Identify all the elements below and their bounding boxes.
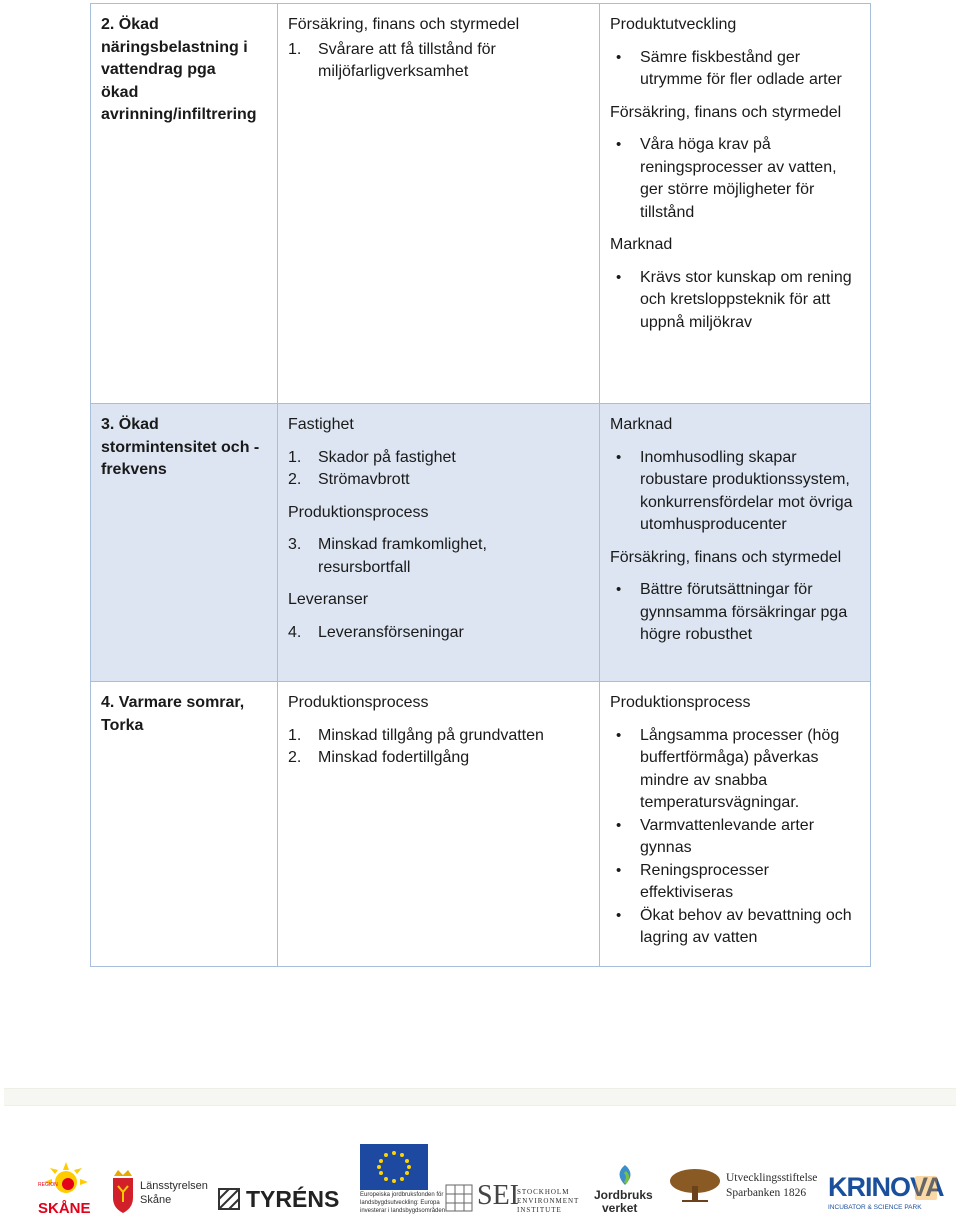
numbered-item bbox=[288, 622, 589, 645]
table-row bbox=[91, 4, 871, 404]
bullet-item bbox=[610, 815, 860, 860]
numbered-item bbox=[288, 534, 518, 579]
skane-sun-icon bbox=[38, 1162, 98, 1198]
partner-logos bbox=[0, 1140, 960, 1218]
leaf-drop-icon bbox=[610, 1164, 640, 1186]
sei-grid-icon bbox=[445, 1184, 473, 1212]
item-number: 3. bbox=[288, 536, 302, 553]
risk-table bbox=[90, 3, 871, 967]
krinova-text: KRINOVA bbox=[828, 1172, 944, 1202]
lansstyrelsen-name: Länsstyrelsen bbox=[140, 1180, 208, 1192]
row-title-cell bbox=[91, 682, 278, 967]
skane-small-text: REGION bbox=[38, 1182, 58, 1188]
item-number: 2. bbox=[288, 471, 302, 488]
item-text: Skador på fastighet bbox=[318, 448, 456, 466]
impact-cell bbox=[278, 4, 600, 404]
row-title-cell bbox=[91, 4, 278, 404]
bullet-text: Varmvattenlevande arter gynnas bbox=[640, 816, 815, 856]
bullet-glyph: • bbox=[616, 726, 622, 744]
section-heading: Fastighet bbox=[288, 416, 354, 433]
section-heading: Produktutveckling bbox=[610, 16, 737, 33]
bullet-glyph: • bbox=[616, 816, 622, 834]
numbered-item bbox=[288, 447, 589, 470]
bullet-item bbox=[610, 134, 860, 224]
numbered-item bbox=[288, 725, 589, 748]
row-title: 3. Ökad stormintensitet och -frekvens bbox=[101, 416, 260, 478]
row-title-cell bbox=[91, 404, 278, 682]
item-number: 1. bbox=[288, 40, 302, 58]
opportunity-cell bbox=[600, 682, 871, 967]
bullet-glyph: • bbox=[616, 48, 622, 66]
numbered-item bbox=[288, 469, 589, 492]
bullet-glyph: • bbox=[616, 861, 622, 879]
jordbruksverket-logo bbox=[594, 1164, 660, 1218]
item-number: 1. bbox=[288, 726, 302, 744]
bullet-glyph: • bbox=[616, 581, 622, 598]
row-title: 2. Ökad näringsbelastning i vattendrag pga ökad avrinning/infiltrering bbox=[101, 16, 257, 123]
table-row bbox=[91, 404, 871, 682]
section-heading: Försäkring, finans och styrmedel bbox=[288, 16, 520, 33]
numbered-item bbox=[288, 747, 589, 770]
krinova-logo bbox=[828, 1172, 958, 1212]
item-text: Minskad tillgång på grundvatten bbox=[318, 726, 544, 744]
krinova-subtitle: INCUBATOR & SCIENCE PARK bbox=[828, 1204, 922, 1211]
bullet-glyph: • bbox=[616, 906, 622, 924]
section-heading: Leveranser bbox=[288, 591, 369, 608]
item-number: 4. bbox=[288, 623, 302, 641]
bullet-item bbox=[610, 860, 860, 905]
sparbanken-line-2: Sparbanken 1826 bbox=[726, 1187, 807, 1199]
table-row bbox=[91, 682, 871, 967]
skane-text: SKÅNE bbox=[38, 1200, 91, 1217]
region-skane-logo bbox=[38, 1162, 98, 1218]
sei-logo bbox=[445, 1180, 585, 1218]
impact-cell bbox=[278, 682, 600, 967]
jordbruksverket-line-1: Jordbruks bbox=[594, 1188, 653, 1202]
section-heading: Produktionsprocess bbox=[288, 503, 429, 521]
section-heading: Marknad bbox=[610, 416, 673, 433]
bullet-text: Långsamma processer (hög buffertförmåga) påverkas mindre av snabba temperatursvägningar. bbox=[640, 726, 840, 811]
eu-caption-1: Europeiska jordbruksfonden för bbox=[360, 1192, 444, 1198]
eu-caption-3: investerar i landsbygdsområden bbox=[360, 1208, 446, 1214]
item-text: Leveransförseningar bbox=[318, 623, 464, 641]
bullet-glyph: • bbox=[616, 448, 622, 466]
bullet-text: Reningsprocesser effektiviseras bbox=[640, 861, 769, 901]
tyrens-mark-icon bbox=[218, 1188, 240, 1210]
bullet-item bbox=[610, 579, 860, 647]
sei-line-2: ENVIRONMENT bbox=[517, 1197, 580, 1205]
bullet-item bbox=[610, 905, 860, 950]
item-text: Svårare att få tillstånd för miljöfarligverksamhet bbox=[318, 40, 496, 80]
tyrens-logo bbox=[218, 1188, 348, 1218]
sparbanken-logo bbox=[668, 1168, 818, 1208]
footer-divider-strip bbox=[4, 1088, 956, 1106]
item-text: Minskad framkomlighet, resursbortfall bbox=[318, 536, 487, 576]
oak-tree-icon bbox=[668, 1168, 722, 1202]
bullet-text: Krävs stor kunskap om rening och kretsloppsteknik för att uppnå miljökrav bbox=[640, 268, 852, 331]
section-heading: Produktionsprocess bbox=[288, 694, 429, 711]
eu-logo bbox=[360, 1144, 446, 1218]
numbered-item bbox=[288, 39, 589, 84]
opportunity-cell bbox=[600, 4, 871, 404]
bullet-text: Bättre förutsättningar för gynnsamma försäkringar pga högre robusthet bbox=[640, 581, 848, 643]
item-number: 2. bbox=[288, 749, 302, 766]
bullet-item bbox=[610, 725, 860, 815]
section-heading: Försäkring, finans och styrmedel bbox=[610, 103, 842, 121]
bullet-text: Våra höga krav på reningsprocesser av vatten, ger större möjligheter för tillstånd bbox=[640, 136, 837, 221]
sei-line-1: STOCKHOLM bbox=[517, 1188, 570, 1196]
impact-cell bbox=[278, 404, 600, 682]
bullet-text: Inomhusodling skapar robustare produktionssystem, konkurrensfördelar mot övriga utomhusproducenter bbox=[640, 448, 853, 533]
bullet-text: Ökat behov av bevattning och lagring av vatten bbox=[640, 906, 852, 946]
lansstyrelsen-region: Skåne bbox=[140, 1194, 172, 1206]
eu-caption-2: landsbygdsutveckling: Europa bbox=[360, 1200, 440, 1206]
bullet-text: Sämre fiskbestånd ger utrymme för fler odlade arter bbox=[640, 48, 842, 88]
bullet-glyph: • bbox=[616, 268, 622, 286]
section-heading: Marknad bbox=[610, 236, 673, 253]
section-heading: Försäkring, finans och styrmedel bbox=[610, 548, 842, 566]
bullet-item bbox=[610, 47, 860, 92]
item-number: 1. bbox=[288, 448, 302, 466]
opportunity-cell bbox=[600, 404, 871, 682]
bullet-item bbox=[610, 267, 860, 335]
sei-line-3: INSTITUTE bbox=[517, 1206, 562, 1214]
tyrens-text: TYRÉNS bbox=[246, 1186, 340, 1212]
crown-shield-icon bbox=[110, 1168, 136, 1214]
lansstyrelsen-logo bbox=[110, 1168, 210, 1216]
section-heading: Produktionsprocess bbox=[610, 694, 751, 711]
bullet-glyph: • bbox=[616, 136, 622, 153]
eu-flag-icon bbox=[360, 1144, 428, 1190]
sei-text: SEI bbox=[477, 1180, 519, 1211]
row-title: 4. Varmare somrar, Torka bbox=[101, 694, 245, 734]
krinova-accent bbox=[915, 1176, 937, 1200]
sparbanken-line-1: Utvecklingsstiftelse bbox=[726, 1172, 818, 1184]
bullet-item bbox=[610, 447, 860, 537]
jordbruksverket-line-2: verket bbox=[602, 1201, 638, 1215]
item-text: Minskad fodertillgång bbox=[318, 749, 470, 766]
item-text: Strömavbrott bbox=[318, 471, 410, 488]
